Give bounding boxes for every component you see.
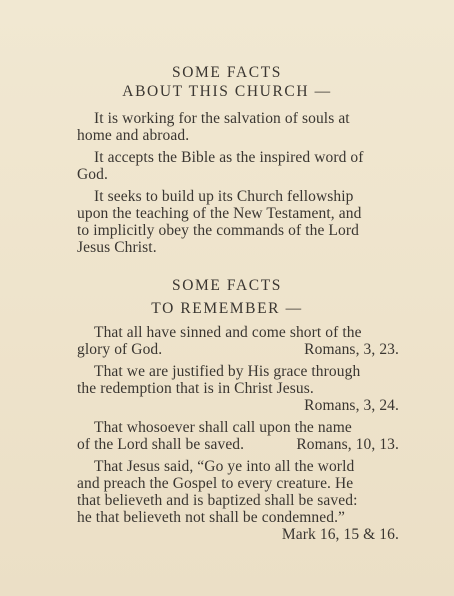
text-line: It seeks to build up its Church fellowship bbox=[94, 188, 354, 205]
scripture-reference: Romans, 10, 13. bbox=[296, 436, 399, 453]
section-heading-facts-to-remember bbox=[0, 276, 454, 318]
text-line: the redemption that is in Christ Jesus. bbox=[77, 380, 314, 397]
verse-romans-3-23 bbox=[77, 324, 399, 358]
text-line: of the Lord shall be saved. bbox=[77, 436, 245, 453]
text-line: It accepts the Bible as the inspired word of bbox=[94, 149, 364, 166]
text-line: he that believeth not shall be condemned.” bbox=[77, 509, 346, 526]
text-line: That whosoever shall call upon the name bbox=[94, 419, 352, 436]
paragraph-fellowship bbox=[77, 188, 399, 256]
section-heading-church-facts bbox=[0, 63, 454, 101]
scripture-reference: Mark 16, 15 & 16. bbox=[281, 526, 399, 543]
scripture-reference: Romans, 3, 23. bbox=[304, 341, 399, 358]
text-line-with-reference bbox=[77, 341, 399, 358]
text-line: home and abroad. bbox=[77, 127, 190, 144]
text-line: Jesus Christ. bbox=[77, 239, 157, 256]
text-line: that believeth and is baptized shall be saved: bbox=[77, 492, 358, 509]
verse-mark-16 bbox=[77, 458, 399, 543]
paragraph-bible bbox=[77, 149, 399, 183]
heading-line: SOME FACTS bbox=[171, 64, 283, 81]
text-line: glory of God. bbox=[77, 341, 163, 358]
text-line: upon the teaching of the New Testament, and bbox=[77, 205, 362, 222]
text-line: to implicitly obey the commands of the Lord bbox=[77, 222, 359, 239]
text-line: It is working for the salvation of souls at bbox=[94, 110, 350, 127]
paragraph-salvation bbox=[77, 110, 399, 144]
text-line: God. bbox=[77, 166, 108, 183]
text-line: and preach the Gospel to every creature. He bbox=[77, 475, 354, 492]
text-line: That Jesus said, “Go ye into all the world bbox=[94, 458, 355, 475]
heading-line: ABOUT THIS CHURCH — bbox=[122, 83, 332, 100]
verse-romans-10-13 bbox=[77, 419, 399, 453]
verse-romans-3-24 bbox=[77, 363, 399, 414]
heading-line: SOME FACTS bbox=[171, 277, 283, 294]
text-line: That all have sinned and come short of the bbox=[94, 324, 362, 341]
text-line: That we are justified by His grace through bbox=[94, 363, 361, 380]
heading-line: TO REMEMBER — bbox=[151, 300, 303, 317]
text-line-with-reference bbox=[77, 436, 399, 453]
scripture-reference: Romans, 3, 24. bbox=[304, 397, 399, 414]
